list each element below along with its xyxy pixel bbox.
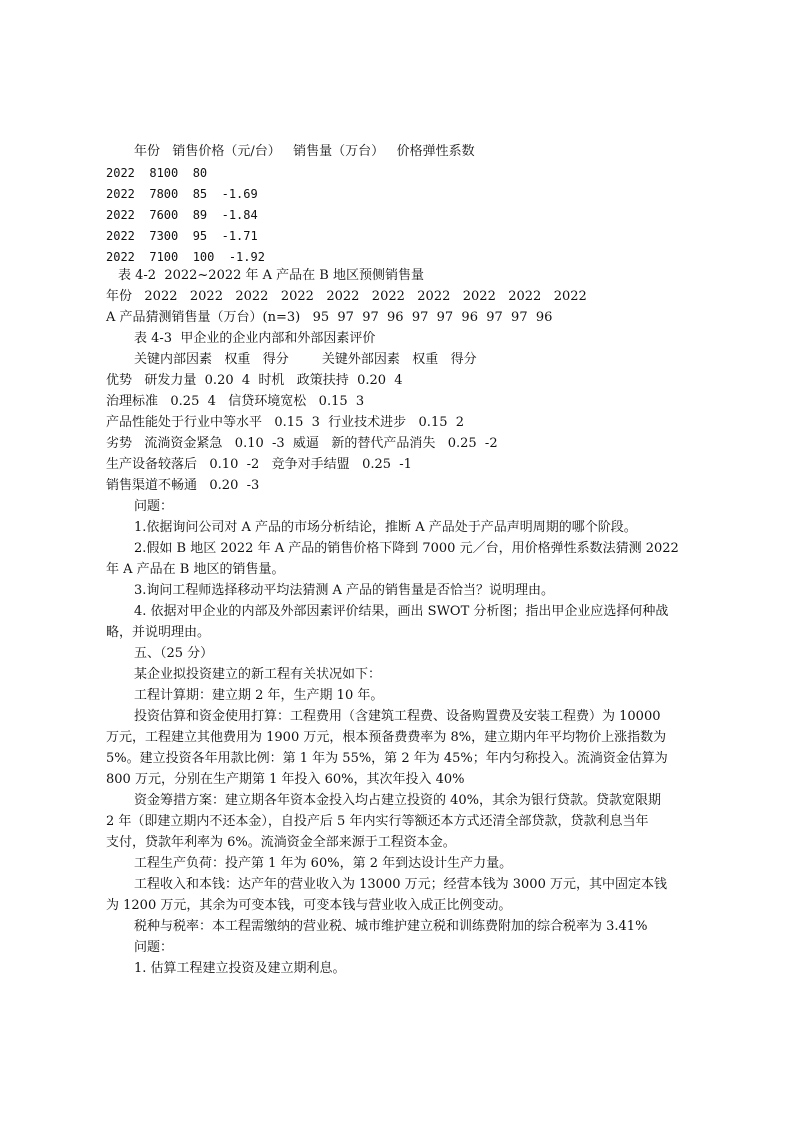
question-3: 3.询问工程师选择移动平均法猜测 A 产品的销售量是否恰当？说明理由。 xyxy=(134,583,555,598)
section-five-heading: 五、（25 分） xyxy=(134,646,214,661)
table-4-1-header: 年份 销售价格（元/台） 销售量（万台） 价格弹性系数 xyxy=(134,144,475,159)
table-row: 销售渠道不畅通 0.20 -3 xyxy=(106,478,260,493)
paragraph: 支付，贷款年利率为 6%。流淌资金全部来源于工程资本金。 xyxy=(106,835,456,850)
table-4-2-forecast-row: A 产品猜测销售量（万台）(n=3) 95 97 97 96 97 97 96 97 97 96 xyxy=(106,310,553,325)
paragraph: 为 1200 万元，其余为可变本钱，可变本钱与营业收入成正比例变动。 xyxy=(106,898,512,913)
table-row: 产品性能处于行业中等水平 0.15 3 行业技术进步 0.15 2 xyxy=(106,415,465,430)
question-4: 4. 依据对甲企业的内部及外部因素评价结果，画出 SWOT 分析图；指出甲企业应选择何种战 xyxy=(134,604,669,619)
table-row: 2022 7600 89 -1.84 xyxy=(106,208,258,222)
table-row: 治理标准 0.25 4 信贷环境宽松 0.15 3 xyxy=(106,394,365,409)
paragraph: 5%。建立投资各年用款比例：第 1 年为 55%，第 2 年为 45%；年内匀称投入。流淌资金估算为 xyxy=(106,751,668,766)
table-row: 优势 研发力量 0.20 4 时机 政策扶持 0.20 4 xyxy=(106,373,403,388)
table-4-2-year-row: 年份 2022 2022 2022 2022 2022 2022 2022 2022 2022 2022 xyxy=(106,289,587,304)
question-1: 1. 估算工程建立投资及建立期利息。 xyxy=(134,961,346,976)
table-4-2-caption: 表 4-2 2022~2022 年 A 产品在 B 地区预侧销售量 xyxy=(118,268,424,283)
question-2-cont: 年 A 产品在 B 地区的销售量。 xyxy=(106,562,285,577)
paragraph: 万元，工程建立其他费用为 1900 万元，根本预备费费率为 8%，建立期内年平均物价上涨指数为 xyxy=(106,730,667,745)
paragraph: 税种与税率：本工程需缴纳的营业税、城市维护建立税和训练费附加的综合税率为 3.41% xyxy=(134,919,648,934)
question-heading: 问题： xyxy=(134,499,174,514)
paragraph: 2 年（即建立期内不还本金），自投产后 5 年内实行等额还本方式还清全部贷款，贷款利息当年 xyxy=(106,814,649,829)
paragraph: 工程生产负荷：投产第 1 年为 60%，第 2 年到达设计生产力量。 xyxy=(134,856,513,871)
table-row: 2022 7800 85 -1.69 xyxy=(106,187,258,201)
paragraph: 800 万元，分别在生产期第 1 年投入 60%，其次年投入 40% xyxy=(106,772,465,787)
paragraph: 工程计算期：建立期 2 年，生产期 10 年。 xyxy=(134,688,384,703)
question-1: 1.依据询问公司对 A 产品的市场分析结论，推断 A 产品处于产品声明周期的哪个阶段。 xyxy=(134,520,637,535)
paragraph: 某企业拟投资建立的新工程有关状况如下： xyxy=(134,667,382,682)
table-row: 2022 8100 80 xyxy=(106,166,208,180)
question-2: 2.假如 B 地区 2022 年 A 产品的销售价格下降到 7000 元／台，用价格弹性系数法猜测 2022 xyxy=(134,541,679,556)
table-row: 2022 7300 95 -1.71 xyxy=(106,229,258,243)
question-4-cont: 略，并说明理由。 xyxy=(106,625,211,640)
table-row: 生产设备较落后 0.10 -2 竞争对手结盟 0.25 -1 xyxy=(106,457,412,472)
question-heading: 问题： xyxy=(134,940,174,955)
table-row: 2022 7100 100 -1.92 xyxy=(106,250,265,264)
paragraph: 工程收入和本钱：达产年的营业收入为 13000 万元；经营本钱为 3000 万元，其中固定本钱 xyxy=(134,877,667,892)
table-row: 劣势 流淌资金紧急 0.10 -3 威逼 新的替代产品消失 0.25 -2 xyxy=(106,436,498,451)
paragraph: 资金筹措方案：建立期各年资本金投入均占建立投资的 40%，其余为银行贷款。贷款宽限期 xyxy=(134,793,662,808)
table-4-3-caption: 表 4-3 甲企业的企业内部和外部因素评价 xyxy=(134,331,376,346)
paragraph: 投资估算和资金使用打算：工程费用（含建筑工程费、设备购置费及安装工程费）为 10000 xyxy=(134,709,661,724)
table-4-3-header: 关键内部因素 权重 得分 关键外部因素 权重 得分 xyxy=(134,352,477,367)
